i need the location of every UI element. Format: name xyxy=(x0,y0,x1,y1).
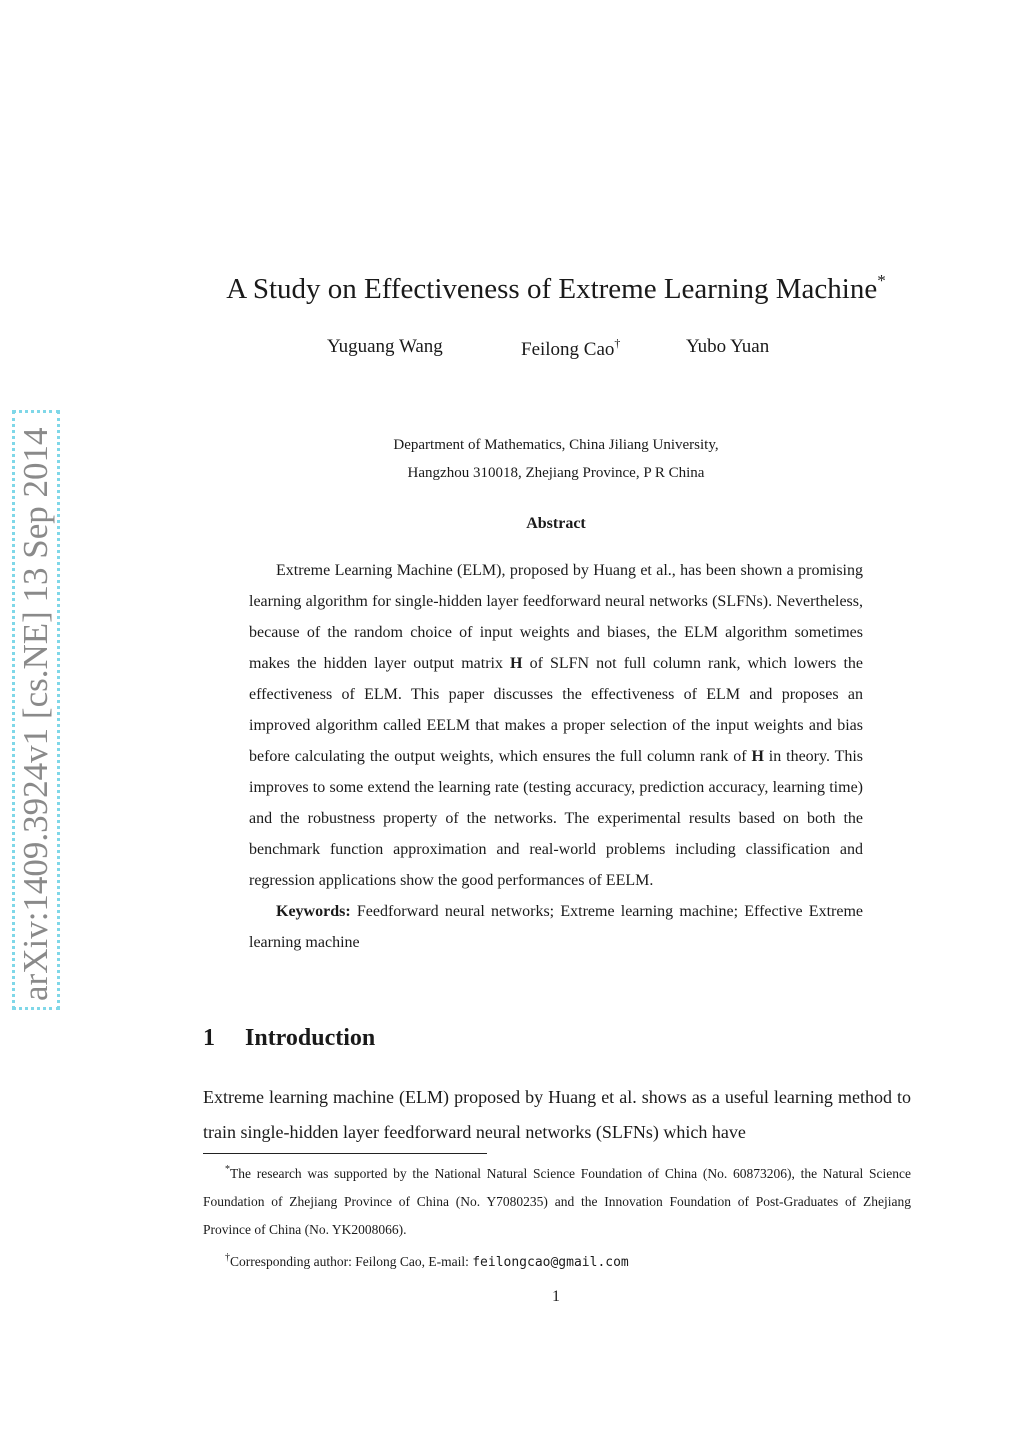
paper-title xyxy=(150,263,962,307)
footnote-rule xyxy=(203,1153,487,1154)
title-footnote-mark: * xyxy=(877,271,886,290)
footnote-corresponding xyxy=(203,1244,911,1277)
footnote-mark: * xyxy=(225,1164,230,1175)
abstract-text: of SLFN not full column rank, which lowers the effectiveness of ELM. This paper discusses the effectiveness of ELM and proposes an improved algorithm called EELM that makes a proper selection of the input weights and bias before calculating the output weights, which ensures the full column rank of xyxy=(249,655,864,765)
footnotes xyxy=(203,1156,911,1277)
abstract-text: in theory. This improves to some extend the learning rate (testing accuracy, prediction accuracy, learning time) and the robustness property of the networks. The experimental results based on both the benchmark function approximation and real-world problems including classification and regression applications show the good performances of EELM. xyxy=(249,748,864,889)
footnote-funding xyxy=(203,1156,911,1244)
footnote-mark: † xyxy=(225,1252,230,1263)
author-name-text: Yuguang Wang xyxy=(327,336,443,357)
arxiv-stamp: arXiv:1409.3924v1 [cs.NE] 13 Sep 2014 xyxy=(12,410,60,1010)
author-list xyxy=(327,336,797,366)
section-body xyxy=(203,1080,911,1150)
section-number: 1 xyxy=(203,1025,215,1051)
keywords-text: Feedforward neural networks; Extreme learning machine; Effective Extreme learning machine xyxy=(249,903,864,951)
author-name-text: Feilong Cao xyxy=(521,339,615,360)
footnote-text: Corresponding author: Feilong Cao, E-mail: xyxy=(230,1254,473,1269)
page-number: 1 xyxy=(552,1288,560,1305)
keywords xyxy=(249,896,863,958)
matrix-symbol: H xyxy=(510,655,523,672)
section-title: Introduction xyxy=(245,1025,376,1051)
author-name-text: Yubo Yuan xyxy=(686,336,770,357)
author-name xyxy=(686,336,769,358)
abstract-body xyxy=(249,555,863,958)
affiliation-line-2: Hangzhou 310018, Zhejiang Province, P R China xyxy=(407,465,705,481)
keywords-label: Keywords: xyxy=(276,903,351,920)
email-link[interactable]: feilongcao@gmail.com xyxy=(472,1255,629,1270)
author-footnote-mark: † xyxy=(614,336,621,350)
section-heading xyxy=(203,1025,375,1052)
title-text: A Study on Effectiveness of Extreme Learning Machine xyxy=(226,273,878,305)
author-name xyxy=(327,336,443,358)
affiliation-line-1: Department of Mathematics, China Jiliang University, xyxy=(393,437,719,453)
abstract-heading: Abstract xyxy=(526,515,586,532)
abstract-paragraph xyxy=(249,555,863,896)
body-paragraph: Extreme learning machine (ELM) proposed by Huang et al. shows as a useful learning method to train single-hidden layer feedforward neural networks (SLFNs) which have xyxy=(203,1087,911,1142)
footnote-text: The research was supported by the National Natural Science Foundation of China (No. 60873206), the Natural Science Foundation of Zhejiang Province of China (No. Y7080235) and the Innovation Foundation of Post-Graduates of Zhejiang Province of China (No. YK2008066). xyxy=(203,1166,911,1237)
author-name xyxy=(521,336,620,361)
abstract-text: Extreme Learning Machine (ELM), proposed by Huang et al., has been shown a promising learning algorithm for single-hidden layer feedforward neural networks (SLFNs). Nevertheless, because of the random choice of input weights and biases, the ELM algorithm sometimes makes the hidden layer output matrix xyxy=(249,562,863,672)
matrix-symbol: H xyxy=(751,748,764,765)
